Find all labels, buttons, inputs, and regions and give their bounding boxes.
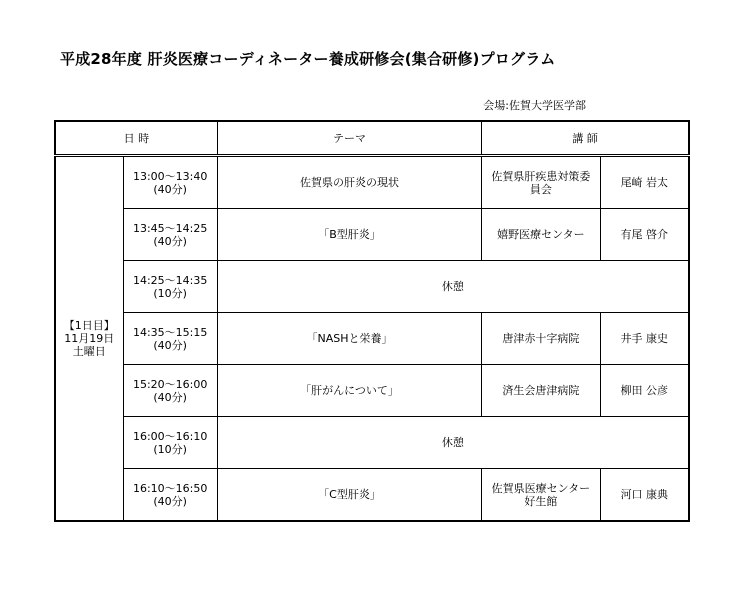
table-row <box>55 469 689 522</box>
header-lecturer: 講 師 <box>482 121 689 156</box>
session-time: 14:25～14:35 <box>132 273 208 287</box>
session-time: 13:45～14:25 <box>132 221 208 235</box>
theme-cell: 「肝がんについて」 <box>217 365 481 417</box>
header-row <box>55 121 689 156</box>
break-cell: 休憩 <box>217 261 689 313</box>
table-row <box>55 313 689 365</box>
lecturer-name-cell: 柳田 公彦 <box>600 365 689 417</box>
break-cell: 休憩 <box>217 417 689 469</box>
session-duration: (10分) <box>153 286 187 300</box>
time-cell <box>123 469 217 522</box>
program-table <box>54 120 690 522</box>
theme-cell: 「B型肝炎」 <box>217 209 481 261</box>
day-date: 11月19日 <box>64 332 115 345</box>
day-cell <box>55 156 123 522</box>
lecturer-name-cell: 尾崎 岩太 <box>600 156 689 209</box>
time-cell <box>123 365 217 417</box>
org-cell: 佐賀県医療センター好生館 <box>482 469 600 522</box>
lecturer-name-cell: 河口 康典 <box>600 469 689 522</box>
day-label: 【1日目】 <box>63 319 115 332</box>
time-cell <box>123 261 217 313</box>
table-row <box>55 261 689 313</box>
table-row <box>55 417 689 469</box>
org-cell: 佐賀県肝疾患対策委員会 <box>482 156 600 209</box>
table-row <box>55 156 689 209</box>
header-datetime: 日 時 <box>55 121 217 156</box>
theme-cell: 「NASHと栄養」 <box>217 313 481 365</box>
session-time: 13:00～13:40 <box>132 169 208 183</box>
org-cell: 嬉野医療センター <box>482 209 600 261</box>
theme-cell: 「C型肝炎」 <box>217 469 481 522</box>
session-time: 15:20～16:00 <box>132 377 208 391</box>
day-weekday: 土曜日 <box>72 345 106 358</box>
session-duration: (40分) <box>153 494 187 508</box>
venue-label: 会場:佐賀大学医学部 <box>483 99 586 112</box>
time-cell <box>123 156 217 209</box>
lecturer-name-cell: 井手 康史 <box>600 313 689 365</box>
table-row <box>55 365 689 417</box>
session-time: 14:35～15:15 <box>132 325 208 339</box>
time-cell <box>123 313 217 365</box>
session-duration: (40分) <box>153 390 187 404</box>
time-cell <box>123 209 217 261</box>
table-row <box>55 209 689 261</box>
lecturer-name-cell: 有尾 啓介 <box>600 209 689 261</box>
org-cell: 済生会唐津病院 <box>482 365 600 417</box>
session-duration: (40分) <box>153 182 187 196</box>
org-cell: 唐津赤十字病院 <box>482 313 600 365</box>
session-time: 16:10～16:50 <box>132 481 208 495</box>
session-duration: (40分) <box>153 338 187 352</box>
session-duration: (40分) <box>153 234 187 248</box>
session-time: 16:00～16:10 <box>132 429 208 443</box>
theme-cell: 佐賀県の肝炎の現状 <box>217 156 481 209</box>
header-theme: テーマ <box>217 121 481 156</box>
time-cell <box>123 417 217 469</box>
session-duration: (10分) <box>153 442 187 456</box>
page-title: 平成28年度 肝炎医療コーディネーター養成研修会(集合研修)プログラム <box>60 50 556 68</box>
